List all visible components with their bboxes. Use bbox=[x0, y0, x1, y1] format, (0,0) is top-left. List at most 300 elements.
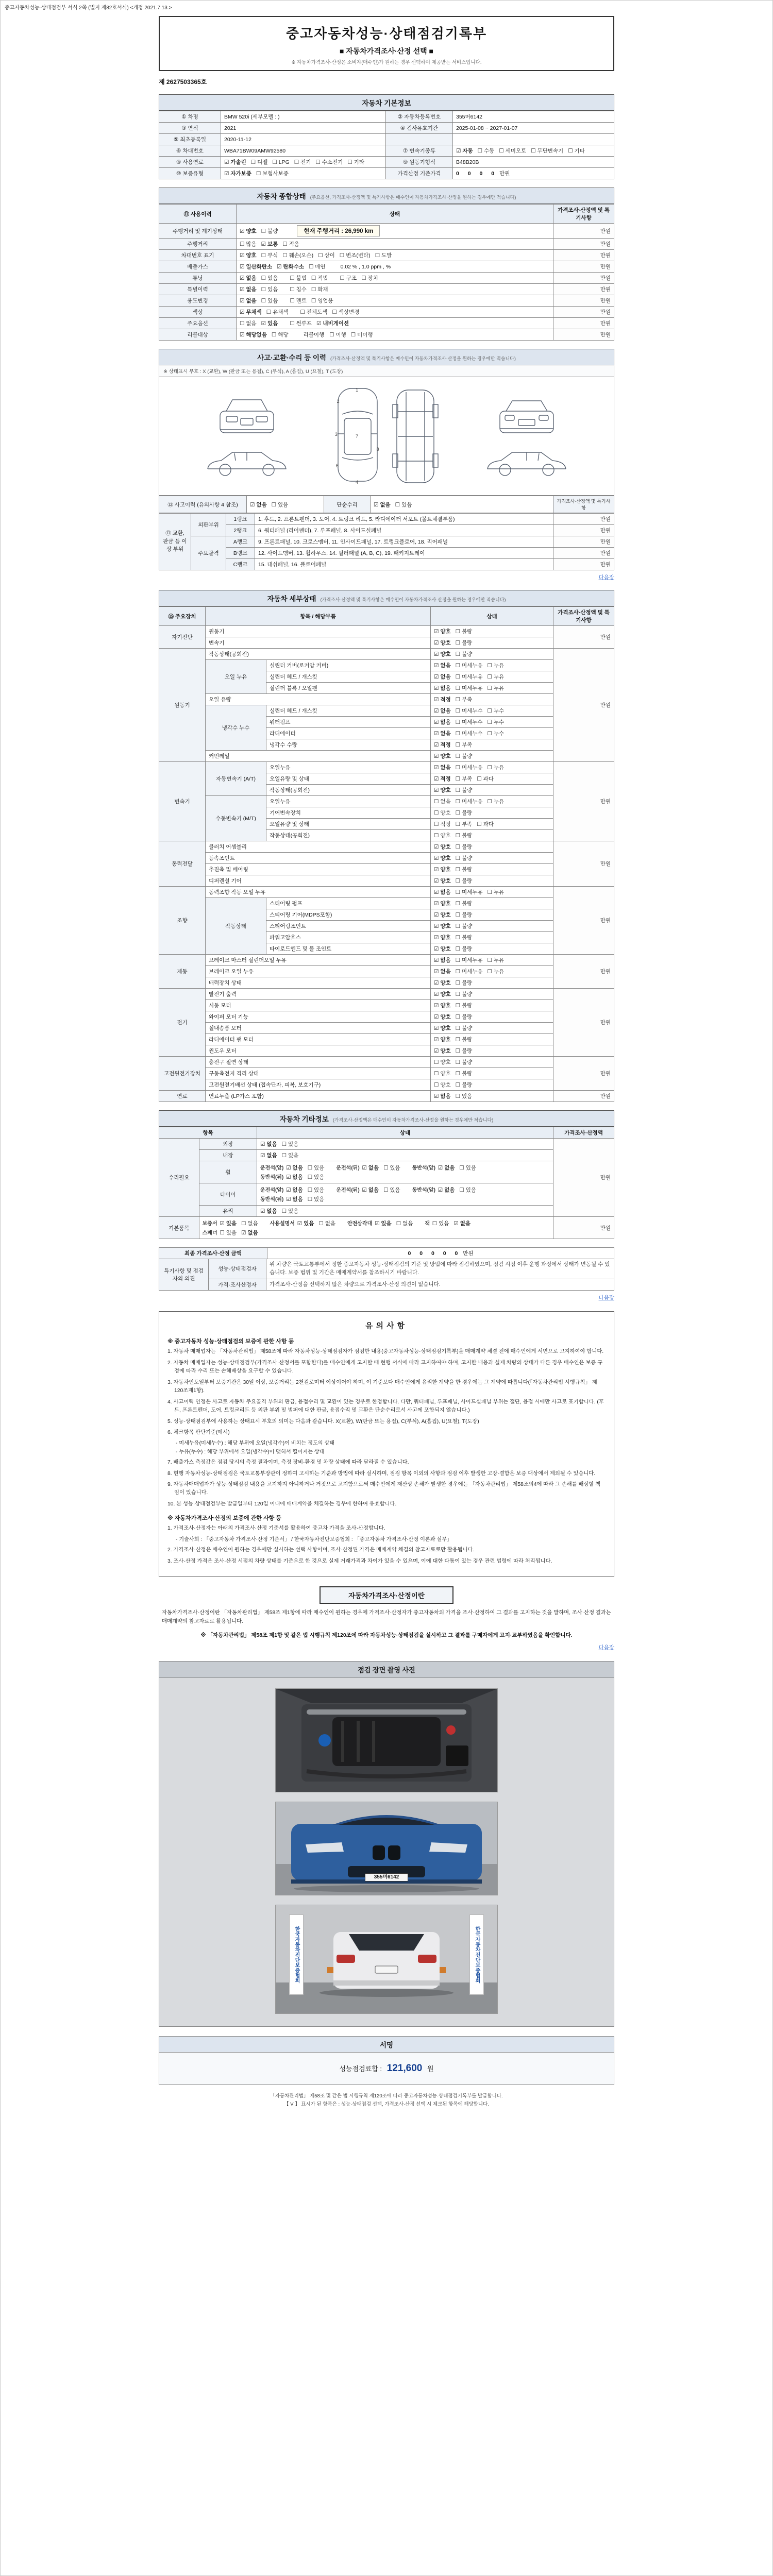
checkbox-있음: ☐ 있음 bbox=[307, 1165, 325, 1171]
checkbox-미세누유: ☐ 미세누유 bbox=[455, 969, 483, 975]
checkbox-없음: ☑ 없음 bbox=[286, 1187, 303, 1193]
item-status bbox=[431, 909, 553, 921]
checkbox-양호: ☑ 양호 bbox=[434, 1025, 451, 1031]
checkbox-적정: ☑ 적정 bbox=[434, 776, 451, 782]
item-status bbox=[431, 830, 553, 841]
rank-parts: 6. 쿼터패널 (리어펜더), 7. 루프패널, 8. 사이드실패널 bbox=[255, 525, 553, 536]
checkbox-양호: ☑ 양호 bbox=[434, 787, 451, 793]
price-cell: 만원 bbox=[553, 626, 614, 649]
checkbox-양호: ☑ 양호 bbox=[434, 1003, 451, 1009]
car-front-photo bbox=[275, 1802, 498, 1895]
item-status bbox=[431, 626, 553, 637]
checkbox-불량: ☐ 불량 bbox=[455, 833, 473, 839]
item-status bbox=[431, 1057, 553, 1068]
footer-line: 「자동차관리법」 제58조 및 같은 법 시행규칙 제120조에 따라 중고자동차성능·상태점검기록부를 발급합니다. bbox=[270, 2093, 503, 2099]
item-status bbox=[431, 649, 553, 660]
price-cell: 만원 bbox=[553, 536, 614, 548]
notice-part2-title: ※ 자동차가격조사·산정의 보증에 관한 사항 등 bbox=[167, 1515, 281, 1522]
field-label: ⑩ 보증유형 bbox=[159, 168, 221, 179]
association-banner: 한국자동차진단보증협회 bbox=[289, 1914, 304, 1995]
checkbox-자동: ☑ 자동 bbox=[456, 148, 473, 154]
usage-item: 색상 bbox=[159, 307, 237, 318]
item-part: 브레이크 오일 누유 bbox=[206, 966, 431, 977]
checkbox-없음: ☐ 없음 bbox=[240, 320, 257, 327]
section-note: (가격조사·산정액 및 특기사항은 매수인이 자동차가격조사·산정을 원하는 경우에만 적습니다) bbox=[320, 597, 506, 602]
device-row bbox=[159, 1011, 614, 1023]
usage-row bbox=[159, 307, 614, 318]
unit-label: 만원 bbox=[463, 1250, 474, 1257]
panel-group: 주요골격 bbox=[191, 536, 226, 570]
association-banner: 한국자동차진단보증협회 bbox=[469, 1914, 484, 1995]
checkbox-부식: ☐ 부식 bbox=[261, 252, 278, 259]
checkbox-없음: ☑ 없음 bbox=[438, 1165, 455, 1171]
transmission-options bbox=[453, 145, 614, 157]
checkbox-누유: ☐ 누유 bbox=[487, 765, 505, 771]
usage-row bbox=[159, 318, 614, 329]
checkbox-양호: ☑ 양호 bbox=[434, 901, 451, 907]
usage-status bbox=[237, 239, 553, 250]
checkbox-적정: ☐ 적정 bbox=[434, 821, 451, 827]
item-part: 작동상태(공회전) bbox=[266, 785, 431, 796]
checkbox-없음: ☑ 없음 bbox=[240, 286, 257, 293]
field-value: 2021 bbox=[221, 123, 386, 134]
price-cell: 만원 bbox=[553, 318, 614, 329]
item-status bbox=[431, 717, 553, 728]
price-cell: 만원 bbox=[553, 525, 614, 536]
checkbox-불법: ☐ 불법 bbox=[290, 275, 307, 281]
checkbox-양호: ☐ 양호 bbox=[434, 1071, 451, 1077]
etc-status bbox=[199, 1217, 553, 1239]
device-row bbox=[159, 977, 614, 989]
checkbox-무단변속기: ☐ 무단변속기 bbox=[531, 148, 564, 154]
position-group bbox=[260, 1185, 329, 1194]
notice-item: 4. 사고이력 인정은 사고로 자동차 주요골격 부위의 판금, 용접수리 및 교환이 있는 경우로 한정합니다. 다만, 쿼터패널, 루프패널, 사이드실패널 부위는 절단, 용접 시에만 사고로 표기합니다. (후드, 프론트펜더, 도어, 트렁크리드 등 외판 부위 및 범퍼에 대한 판금, 용접수리 및 교환은 단순수리로서 사고에 포함되지 않습니다.) bbox=[167, 1399, 604, 1414]
column-header: 가격조사·산정액 bbox=[553, 1127, 614, 1139]
checkbox-불량: ☐ 불량 bbox=[455, 1071, 473, 1077]
notice-item: 10. 본 성능·상태점검부는 발급일부터 120일 이내에 매매계약을 체결하는 경우에 한하여 유효합니다. bbox=[167, 1501, 397, 1507]
checkbox-누수: ☐ 누수 bbox=[487, 708, 505, 714]
panel-group: 외판부위 bbox=[191, 514, 226, 536]
checkbox-매연: ☐ 매연 bbox=[308, 264, 326, 270]
fuel-options bbox=[221, 157, 386, 168]
checkbox-미세누수: ☐ 미세누수 bbox=[455, 719, 483, 725]
checkbox-전기: ☐ 전기 bbox=[294, 159, 311, 165]
rank-row bbox=[159, 514, 614, 525]
checkbox-불량: ☐ 불량 bbox=[455, 844, 473, 850]
etc-item: 외장 bbox=[199, 1139, 257, 1150]
price-cell: 만원 bbox=[553, 295, 614, 307]
item-part: 실내송풍 모터 bbox=[206, 1023, 431, 1034]
item-status bbox=[431, 705, 553, 717]
check-group bbox=[290, 320, 354, 327]
car-left-side-view-diagram bbox=[204, 445, 290, 479]
item-part: 오일유량 및 상태 bbox=[266, 773, 431, 785]
inspection-fee-line bbox=[159, 2053, 614, 2084]
check-group bbox=[240, 320, 282, 327]
check-group bbox=[240, 228, 282, 234]
basic-info-table bbox=[159, 111, 614, 179]
next-page-link[interactable]: 다음장 bbox=[598, 1295, 614, 1301]
etc-row bbox=[159, 1161, 614, 1183]
checkbox-불량: ☐ 불량 bbox=[455, 1037, 473, 1043]
notice-item: 7. 배출가스 측정값은 점검 당시의 측정 결과이며, 측정 장비·환경 및 차량 상태에 따라 달라질 수 있습니다. bbox=[167, 1460, 409, 1466]
item-part: 실린더 헤드 / 개스킷 bbox=[266, 705, 431, 717]
notice-section bbox=[159, 1311, 614, 1577]
checkbox-유채색: ☐ 유채색 bbox=[266, 309, 289, 315]
checkbox-있음: ☐ 있음 bbox=[220, 1230, 237, 1236]
item-status bbox=[431, 887, 553, 898]
table-row bbox=[159, 123, 614, 134]
field-label: ⑤ 최초등록일 bbox=[159, 134, 221, 145]
checkbox-과다: ☐ 과다 bbox=[477, 821, 494, 827]
item-part: 오일유량 및 상태 bbox=[266, 819, 431, 830]
checkbox-누유: ☐ 누유 bbox=[487, 685, 505, 691]
etc-row bbox=[159, 1139, 614, 1150]
checkbox-있음: ☐ 있음 bbox=[261, 298, 278, 304]
check-group bbox=[240, 309, 293, 315]
price-cell: 만원 bbox=[553, 239, 614, 250]
section-title: 자동차 세부상태 bbox=[267, 595, 316, 603]
checkbox-없음: ☑ 없음 bbox=[241, 1230, 258, 1236]
device-row bbox=[159, 1034, 614, 1045]
item-part: 변속기 bbox=[206, 637, 431, 649]
fee-value: 121,600 bbox=[386, 2062, 423, 2074]
position-label: 스패너 bbox=[202, 1230, 219, 1236]
base-price-value bbox=[453, 168, 614, 179]
price-cell: 만원 bbox=[553, 261, 614, 273]
section-final-price bbox=[159, 1247, 614, 1302]
device-group: 자기진단 bbox=[159, 626, 206, 649]
checkbox-양호: ☐ 양호 bbox=[434, 810, 451, 816]
notice-part1-title: ※ 중고자동차 성능·상태점검의 보증에 관한 사항 등 bbox=[167, 1338, 294, 1345]
pagination-row bbox=[159, 1642, 614, 1652]
rank-parts: 1. 후드, 2. 프론트펜더, 3. 도어, 4. 트렁크 리드, 5. 라디에이터 서포트 (볼트체결부품) bbox=[255, 514, 553, 525]
checkbox-불량: ☐ 불량 bbox=[455, 1014, 473, 1020]
car-underbody-diagram bbox=[391, 386, 440, 487]
field-label: 가격산정 기준가격 bbox=[386, 168, 453, 179]
device-group: 전기 bbox=[159, 989, 206, 1057]
price-cell: 만원 bbox=[553, 1057, 614, 1091]
price-cell: 만원 bbox=[553, 649, 614, 762]
checkbox-기타: ☐ 기타 bbox=[568, 148, 585, 154]
device-row bbox=[159, 853, 614, 864]
checkbox-없음: ☑ 없음 bbox=[438, 1187, 455, 1193]
document-footer bbox=[159, 2092, 614, 2109]
photos-area bbox=[159, 1678, 614, 2026]
section-note: (가격조사·산정액 및 특기사항은 매수인이 자동차가격조사·산정을 원하는 경우에만 적습니다) bbox=[330, 356, 516, 361]
diagram-column bbox=[333, 384, 440, 488]
car-rear-illustration bbox=[276, 1905, 497, 2013]
item-part: 오일누유 bbox=[266, 762, 431, 773]
price-cell: 만원 bbox=[553, 989, 614, 1057]
section-title-bar bbox=[159, 94, 614, 111]
etc-row bbox=[159, 1150, 614, 1161]
item-part: 충전구 절연 상태 bbox=[206, 1057, 431, 1068]
item-status bbox=[431, 807, 553, 819]
device-row bbox=[159, 1068, 614, 1079]
item-part: 라디에이터 팬 모터 bbox=[206, 1034, 431, 1045]
item-part: 윈도우 모터 bbox=[206, 1045, 431, 1057]
item-status bbox=[431, 1034, 553, 1045]
device-row bbox=[159, 626, 614, 637]
checkbox-없음: ☑ 없음 bbox=[434, 719, 451, 725]
item-category: 냉각수 누수 bbox=[206, 705, 266, 751]
price-cell: 만원 bbox=[553, 514, 614, 525]
final-amount-value bbox=[267, 1248, 614, 1259]
checkbox-없음: ☑ 없음 bbox=[260, 1153, 277, 1159]
usage-row bbox=[159, 284, 614, 295]
checkbox-보험사보증: ☐ 보험사보증 bbox=[256, 171, 289, 177]
base-price-digits: 0 0 0 0 bbox=[456, 171, 498, 177]
position-group bbox=[260, 1173, 329, 1181]
item-part: 발전기 출력 bbox=[206, 989, 431, 1000]
device-row bbox=[159, 637, 614, 649]
checkbox-양호: ☑ 양호 bbox=[434, 640, 451, 646]
item-part: 구동축전지 격리 상태 bbox=[206, 1068, 431, 1079]
checkbox-부족: ☐ 부족 bbox=[455, 821, 473, 827]
checkbox-있음: ☐ 있음 bbox=[459, 1187, 477, 1193]
rank-label: C랭크 bbox=[226, 559, 255, 570]
notice-title: 유의사항 bbox=[365, 1321, 408, 1331]
notice-subitem: - 미세누유(미세누수) : 해당 부위에 오일(냉각수)이 비치는 정도의 상태 bbox=[176, 1440, 335, 1447]
checkbox-양호: ☑ 양호 bbox=[434, 991, 451, 997]
checkbox-침수: ☐ 침수 bbox=[290, 286, 307, 293]
title-box bbox=[159, 16, 614, 71]
field-value: B48B20B bbox=[453, 157, 614, 168]
checkbox-없음: ☑ 없음 bbox=[434, 731, 451, 737]
checkbox-있음: ☐ 있음 bbox=[281, 1208, 299, 1214]
position-group bbox=[412, 1185, 481, 1194]
final-amount-digits: 0 0 0 0 0 bbox=[408, 1250, 462, 1257]
etc-status bbox=[257, 1150, 553, 1161]
simple-repair-options bbox=[371, 496, 553, 513]
usage-status bbox=[237, 295, 553, 307]
position-group bbox=[203, 1228, 263, 1236]
item-part: 워터펌프 bbox=[266, 717, 431, 728]
item-status bbox=[431, 1079, 553, 1091]
position-label: 운전석(뒤) bbox=[336, 1165, 361, 1171]
device-row bbox=[159, 1000, 614, 1011]
panel-number-label: 4 bbox=[356, 479, 359, 485]
checkbox-미세누유: ☐ 미세누유 bbox=[455, 765, 483, 771]
item-status bbox=[431, 762, 553, 773]
checkbox-양호: ☐ 양호 bbox=[434, 1059, 451, 1065]
position-label: 동반석(뒤) bbox=[260, 1175, 285, 1180]
check-group bbox=[240, 241, 304, 247]
table-row bbox=[159, 168, 614, 179]
item-part: 스티어링 펌프 bbox=[266, 898, 431, 909]
next-page-link[interactable]: 다음장 bbox=[598, 574, 614, 581]
checkbox-화재: ☐ 화재 bbox=[311, 286, 328, 293]
field-label: ① 차명 bbox=[159, 111, 221, 123]
check-group bbox=[240, 275, 282, 281]
usage-status bbox=[237, 307, 553, 318]
checkbox-적정: ☑ 적정 bbox=[434, 742, 451, 748]
checkbox-불량: ☐ 불량 bbox=[455, 935, 473, 941]
position-group bbox=[425, 1219, 475, 1227]
usage-extra-value: 리콜이행 bbox=[303, 332, 325, 338]
section-etc-info bbox=[159, 1110, 614, 1239]
item-part: 기어변속장치 bbox=[266, 807, 431, 819]
position-group bbox=[347, 1219, 417, 1227]
checkbox-내비게이션: ☑ 내비게이션 bbox=[316, 320, 349, 327]
device-group: 고전원전기장치 bbox=[159, 1057, 206, 1091]
checkbox-적음: ☐ 적음 bbox=[282, 241, 299, 247]
checkbox-누수: ☐ 누수 bbox=[487, 719, 505, 725]
item-part: 연료누출 (LP가스 포함) bbox=[206, 1091, 431, 1102]
item-status bbox=[431, 637, 553, 649]
checkbox-누유: ☐ 누유 bbox=[487, 663, 505, 669]
item-part: 추진축 및 베어링 bbox=[206, 864, 431, 875]
checkbox-있음: ☐ 있음 bbox=[307, 1174, 325, 1180]
checkbox-미세누유: ☐ 미세누유 bbox=[455, 674, 483, 680]
checkbox-부족: ☐ 부족 bbox=[455, 697, 473, 703]
checkbox-있음: ☑ 있음 bbox=[297, 1221, 314, 1227]
checkbox-LPG: ☐ LPG bbox=[272, 159, 290, 165]
section-signature bbox=[159, 2036, 614, 2085]
notice-item: 2. 자동차 매매업자는 성능·상태점검부(가격조사·산정서를 포함한다)를 매수인에게 고지할 때 현행 서식에 따라 고지하여야 하며, 고지한 내용과 실제 차량의 상태가 다른 경우 매수인은 보증 규정에 따라 수리 또는 손해배상을 요구할 수 있습니다. bbox=[167, 1360, 603, 1375]
car-rear-photo bbox=[275, 1905, 498, 2014]
form-reference-note: 중고자동차성능·상태점검부 서식 2쪽 (별지 제82호서식) <개정 2021.7.13.> bbox=[5, 5, 172, 11]
checkbox-부족: ☐ 부족 bbox=[455, 742, 473, 748]
rank-row bbox=[159, 525, 614, 536]
notice-item: 3. 자동차인도일부터 보증기간은 30일 이상, 보증거리는 2천킬로미터 이상이어야 하며, 이 기준보다 매수인에게 유리한 계약을 한 경우에는 그 계약에 따릅니다(「자동차관리법 시행규칙」 제120조제1항). bbox=[167, 1379, 597, 1394]
etc-item: 내장 bbox=[199, 1150, 257, 1161]
next-page-link[interactable]: 다음장 bbox=[598, 1644, 614, 1651]
checkbox-세미오토: ☐ 세미오토 bbox=[499, 148, 527, 154]
etc-item: 유리 bbox=[199, 1206, 257, 1217]
checkbox-불량: ☐ 불량 bbox=[455, 901, 473, 907]
checkbox-양호: ☑ 양호 bbox=[434, 629, 451, 635]
etc-row bbox=[159, 1206, 614, 1217]
checkbox-불량: ☐ 불량 bbox=[455, 946, 473, 952]
accident-history-label: ⑫ 사고이력 (유의사항 4 참조) bbox=[159, 496, 247, 513]
checkbox-적법: ☐ 적법 bbox=[311, 275, 328, 281]
item-status bbox=[431, 898, 553, 909]
car-front-view-diagram bbox=[214, 394, 280, 438]
column-header: 가격조사·산정액 및 특기사항 bbox=[553, 205, 614, 224]
column-header: 상태 bbox=[431, 607, 553, 626]
checkbox-무채색: ☑ 무채색 bbox=[240, 309, 262, 315]
checkbox-양호: ☑ 양호 bbox=[434, 1048, 451, 1054]
section-basic-info bbox=[159, 94, 614, 179]
checkbox-자가보증: ☑ 자가보증 bbox=[224, 171, 251, 177]
fee-label: 성능점검료합 : bbox=[339, 2064, 382, 2073]
checkbox-해당: ☐ 해당 bbox=[271, 332, 289, 338]
usage-row bbox=[159, 329, 614, 341]
checkbox-수동: ☐ 수동 bbox=[477, 148, 495, 154]
price-cell: 만원 bbox=[553, 284, 614, 295]
rank-label: B랭크 bbox=[226, 548, 255, 559]
section-title: 자동차 종합상태 bbox=[257, 193, 306, 200]
item-status bbox=[431, 694, 553, 705]
device-group: 원동기 bbox=[159, 649, 206, 762]
item-part: 오일누유 bbox=[266, 796, 431, 807]
item-status bbox=[431, 875, 553, 887]
item-part: 라디에이터 bbox=[266, 728, 431, 739]
section-overall-condition bbox=[159, 188, 614, 341]
checkbox-불량: ☐ 불량 bbox=[455, 878, 473, 884]
table-row bbox=[159, 1279, 614, 1291]
checkbox-누유: ☐ 누유 bbox=[487, 889, 505, 895]
price-cell: 만원 bbox=[553, 887, 614, 955]
item-part: 와이퍼 모터 기능 bbox=[206, 1011, 431, 1023]
column-header: 상태 bbox=[257, 1127, 553, 1139]
rank-row bbox=[159, 559, 614, 570]
table-row bbox=[159, 134, 614, 145]
device-row bbox=[159, 1045, 614, 1057]
checkbox-장치: ☐ 장치 bbox=[361, 275, 378, 281]
price-cell: 만원 bbox=[553, 1139, 614, 1217]
position-label: 안전삼각대 bbox=[347, 1221, 374, 1227]
checkbox-없음: ☑ 없음 bbox=[434, 889, 451, 895]
checkbox-없음: ☑ 없음 bbox=[434, 685, 451, 691]
item-part: 시동 모터 bbox=[206, 1000, 431, 1011]
item-status bbox=[431, 1000, 553, 1011]
usage-item: 주행거리 bbox=[159, 239, 237, 250]
photos-section-title: 점검 장면 촬영 사진 bbox=[159, 1662, 614, 1678]
usage-row bbox=[159, 250, 614, 261]
checkbox-누유: ☐ 누유 bbox=[487, 969, 505, 975]
position-group bbox=[203, 1219, 263, 1227]
usage-status bbox=[237, 284, 553, 295]
document-number: 제 2627503365호 bbox=[159, 78, 207, 86]
item-status bbox=[431, 853, 553, 864]
checkbox-누수: ☐ 누수 bbox=[487, 731, 505, 737]
section-title-bar bbox=[159, 590, 614, 606]
checkbox-일산화탄소: ☑ 일산화탄소 bbox=[240, 264, 273, 270]
panel-number-label: 3 bbox=[334, 432, 338, 437]
item-status bbox=[431, 841, 553, 853]
etc-item: 타이어 bbox=[199, 1183, 257, 1206]
checkbox-양호: ☑ 양호 bbox=[434, 878, 451, 884]
checkbox-없음: ☐ 없음 bbox=[318, 1221, 335, 1227]
rank-parts: 15. 대쉬패널, 16. 플로어패널 bbox=[255, 559, 553, 570]
usage-status bbox=[237, 261, 553, 273]
checkbox-양호: ☑ 양호 bbox=[434, 1014, 451, 1020]
warranty-options bbox=[221, 168, 386, 179]
column-header: 상태 bbox=[237, 205, 553, 224]
device-row bbox=[159, 1079, 614, 1091]
checkbox-있음: ☐ 있음 bbox=[281, 1141, 299, 1147]
item-status bbox=[431, 989, 553, 1000]
field-value: BMW 520i (세부모델 : ) bbox=[221, 111, 386, 123]
footer-line: 【 V 】 표시가 된 항목은 : 성능·상태점검 선택, 가격조사·산정 선택 시 체크된 항목에 해당합니다. bbox=[284, 2102, 489, 2108]
checkbox-있음: ☐ 있음 bbox=[261, 275, 278, 281]
checkbox-미이행: ☐ 미이행 bbox=[350, 332, 373, 338]
checkbox-불량: ☐ 불량 bbox=[455, 1048, 473, 1054]
checkbox-색상변경: ☐ 색상변경 bbox=[332, 309, 360, 315]
price-column-header: 가격조사·산정액 및 특기사항 bbox=[553, 496, 614, 513]
device-row bbox=[159, 989, 614, 1000]
checkbox-있음: ☐ 있음 bbox=[432, 1221, 449, 1227]
checkbox-양호: ☑ 양호 bbox=[434, 935, 451, 941]
rank-label: 1랭크 bbox=[226, 514, 255, 525]
remarks-table bbox=[159, 1259, 614, 1291]
device-row bbox=[159, 705, 614, 717]
checkbox-있음: ☐ 있음 bbox=[395, 501, 412, 508]
table-row bbox=[159, 1259, 614, 1279]
checkbox-수소전기: ☐ 수소전기 bbox=[315, 159, 343, 165]
column-header: 항목 / 해당부품 bbox=[206, 607, 431, 626]
device-group: 제동 bbox=[159, 955, 206, 989]
price-appraisal-info bbox=[159, 1586, 614, 1652]
checkbox-양호: ☑ 양호 bbox=[434, 844, 451, 850]
checkbox-있음: ☐ 있음 bbox=[261, 286, 278, 293]
checkbox-많음: ☐ 많음 bbox=[240, 241, 257, 247]
diagram-column bbox=[204, 394, 290, 479]
check-group bbox=[240, 298, 282, 304]
